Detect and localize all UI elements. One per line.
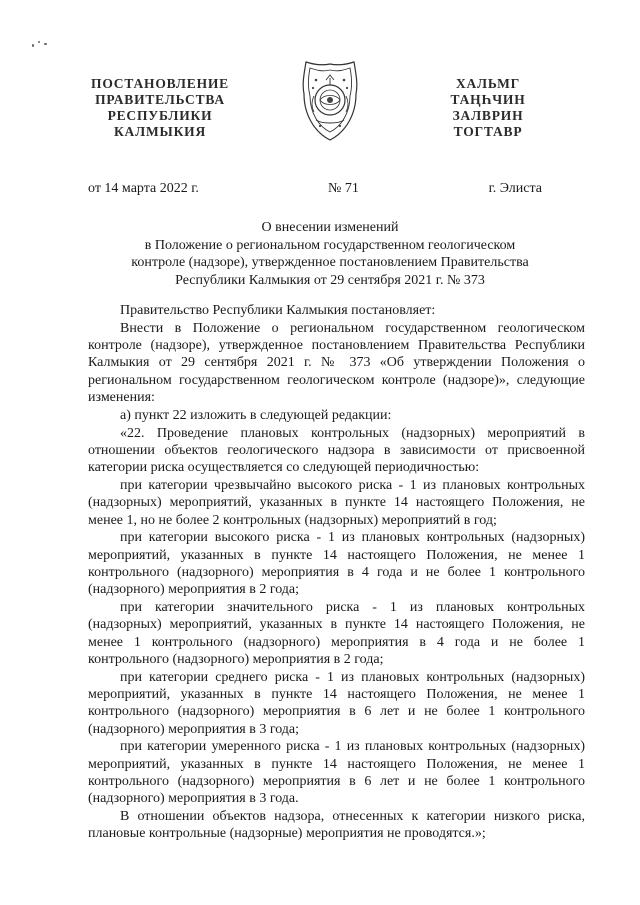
header-left-line: КАЛМЫКИЯ [113, 124, 207, 139]
header-left-line: РЕСПУБЛИКИ [107, 108, 213, 123]
paragraph-low-risk: В отношении объектов надзора, отнесенных к категории низкого риска, плановые контрольные (надзорные) мероприятия не проводятся.»; [88, 809, 585, 842]
header-left-title [75, 76, 245, 140]
paragraph-item-a: а) пункт 22 изложить в следующей редакции: [120, 407, 392, 423]
document-city: г. Элиста [488, 181, 542, 196]
title-line: О внесении изменений [261, 220, 399, 235]
title-line: в Положение о региональном государственном геологическом [144, 237, 516, 253]
title-line: Республики Калмыкия от 29 сентября 2021 г. № 373 [175, 272, 485, 288]
paragraph-moderate-risk: при категории умеренного риска - 1 из плановых контрольных (надзорных) мероприятий, указанных в пункте 14 настоящего Положения, не менее 1 контрольного (надзорного) мероприятия в 6 лет и не более 1 контрольного (надзорного) мероприятия в 3 года. [88, 739, 585, 807]
title-line: контроле (надзоре), утвержденное постановлением Правительства [131, 255, 529, 270]
paragraph-extremely-high-risk: при категории чрезвычайно высокого риска - 1 из плановых контрольных (надзорных) мероприятий, указанных в пункте 14 настоящего Положения, не менее 1, но не более 2 контрольных (надзорных) мероприятий в год; [88, 477, 585, 528]
header-right-line: ХАЛЬМГ [455, 76, 521, 91]
document-title [130, 219, 530, 289]
paragraph-significant-risk: при категории значительного риска - 1 из плановых контрольных (надзорных) мероприятий, указанных в пункте 14 настоящего Положения, не менее 1 контрольного (надзорного) мероприятия в 4 года и не более 1 контрольного (надзорного) мероприятия в 2 года; [88, 600, 585, 667]
paragraph-amendment-intro: Внести в Положение о региональном государственном геологическом контроле (надзоре), утвержденное постановлением Правительства Республики Калмыкия от 29 сентября 2021 г. № 373 «Об утверждении Положения о региональном государственном геологическом контроле (надзоре)», следующие изменения: [88, 320, 585, 405]
paragraph-high-risk: при категории высокого риска - 1 из плановых контрольных (надзорных) мероприятий, указанных в пункте 14 настоящего Положения, не менее 1 контрольного (надзорного) мероприятия в 4 года и не более 1 контрольного (надзорного) мероприятия в 2 года; [88, 530, 585, 598]
scan-speck [32, 44, 34, 47]
document-date: от 14 марта 2022 г. [88, 181, 199, 196]
header-right-title [418, 76, 558, 140]
coat-of-arms-emblem [296, 60, 364, 144]
paragraph-preamble: Правительство Республики Калмыкия постановляет: [120, 303, 436, 318]
scan-speck [44, 43, 47, 45]
document-number: № 71 [328, 181, 359, 196]
header-right-line: ЗАЛВРИН [452, 108, 524, 123]
document-body [88, 302, 585, 843]
header-left-line: ПОСТАНОВЛЕНИЕ [91, 76, 229, 91]
header-right-line: ТОГТАВР [453, 124, 523, 139]
scan-speck [38, 41, 40, 43]
header-left-line: ПРАВИТЕЛЬСТВА [95, 92, 225, 107]
paragraph-medium-risk: при категории среднего риска - 1 из плановых контрольных (надзорных) мероприятий, указанных в пункте 14 настоящего Положения, не менее 1 контрольного (надзорного) мероприятия в 6 лет и не более 1 контрольного (надзорного) мероприятия в 3 года; [88, 669, 585, 737]
paragraph-clause-22: «22. Проведение плановых контрольных (надзорных) мероприятий в отношении объектов геологического надзора в зависимости от присвоенной категории риска осуществляется со следующей периодичностью: [88, 425, 585, 476]
header-right-line: ТАҢҺЧИН [450, 92, 526, 107]
